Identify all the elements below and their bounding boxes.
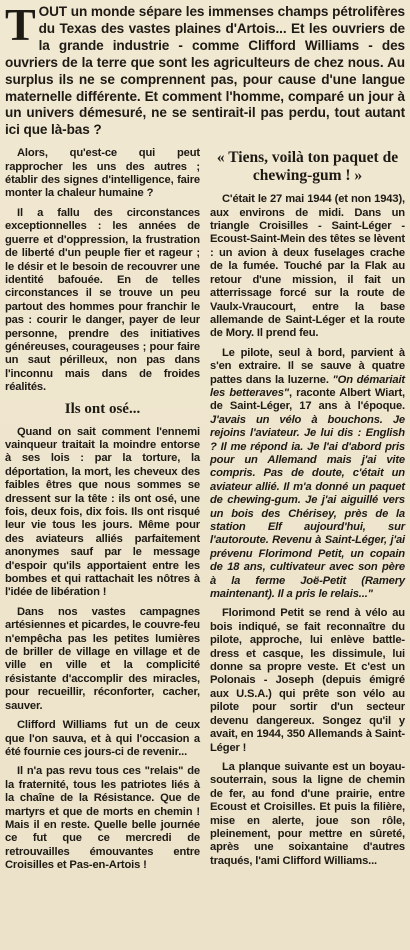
right-paragraph-3: Florimond Petit se rend à vélo au bois indiqué, se fait reconnaître du pilote, approche, lui enlève battle-dress et casque, les dissimule, lui donne sa propre veste. Et c'est un Polonais - Joseph (depuis émigré aux U.S.A.) qui prête son vélo au pilote pour sortir d'un secteur devenu dangereux. Songez qu'il y avait, en 1944, 350 Allemands à Saint-Léger ! xyxy=(210,607,405,754)
right-subheading: « Tiens, voilà ton paquet de chewing-gum ! » xyxy=(216,149,399,185)
right-column xyxy=(210,147,405,878)
left-paragraph-2: Il a fallu des circonstances exceptionnelles : les années de guerre et d'oppression, la frustration de liberté d'un peuple fier et rageur ; le désir et le besoin de recouvrer une identité bafouée. En de telles circonstances il se trouve un peu partout des hommes pour franchir le pas : courir le danger, payer de leur personne, prendre des initiatives généreuses, courageuses ; pour faire un saut périlleux, non pas dans l'inconnu mais dans de froides réalités. xyxy=(5,206,200,394)
drop-cap: T xyxy=(5,0,36,50)
left-column xyxy=(5,147,200,878)
right-paragraph-1: C'était le 27 mai 1944 (et non 1943), aux environs de midi. Dans un triangle Croisilles - Saint-Léger - Ecoust-Saint-Mein des têtes se lèvent : un avion à deux fuselages crache de la fumée. Touché par la Flak au retour d'une mission, il fait un atterrissage forcé sur la route de Vaulx-Vraucourt, entre la base allemande de Saint-Léger et la route de Mory. Il prend feu. xyxy=(210,193,405,340)
left-subheading: Ils ont osé... xyxy=(64,400,141,417)
testimony-quote: J'avais un vélo à bouchons. Je rejoins l'aviateur. Je lui dis : English ? Il me répond ia. Je l'ai d'abord pris pour un Allemand mais j'ai vite compris. Pas de doute, c'était un aviateur allié. Il m'a donné un paquet de chewing-gum. Je j'ai aiguillé vers un bois des Chérisey, près de la station Elf aujourd'hui, sur l'autoroute. Revenu à Saint-Léger, j'ai prévenu Florimond Petit, un copain de 18 ans, cultivateur avec son père à la ferme Joë-Petit (Ramery maintenant). Il a pris le relais..." xyxy=(210,413,405,601)
lead-text: OUT un monde sépare les immenses champs pétrolifères du Texas des vastes plaines d'Artois... Et les ouvriers de la grande industrie - comme Clifford Williams - des ouvriers de la terre que sont les agriculteurs de chez nous. Au surplus ils ne se comprennent pas, pour cause d'une langue maternelle différente. Et comment l'homme, comparé un jour à un univers démesuré, ne se sentirait-il pas perdu, tout autant ici que là-bas ? xyxy=(5,4,405,138)
left-paragraph-5: Clifford Williams fut un de ceux que l'on sauva, et à qui l'occasion a été fournie ces jours-ci de revenir... xyxy=(5,719,200,758)
right-paragraph-2 xyxy=(210,347,405,602)
right-paragraph-2-attribution: , raconte Albert Wiart, de Saint-Léger, 17 ans à l'époque. xyxy=(210,386,406,413)
article-columns xyxy=(5,147,405,878)
left-paragraph-6: Il n'a pas revu tous ces "relais" de la fraternité, tous les patriotes liés à la chaîne de la Résistance. Que de martyrs et que de morts en chemin ! Mais il en reste. Quelle belle journée ce fut que ce mercredi de retrouvailles émouvantes entre Croisilles et Pas-en-Artois ! xyxy=(5,765,200,872)
right-paragraph-2-intro: Le pilote, seul à bord, parvient à s'en extraire. Il se sauve à quatre pattes dans la luzerne. xyxy=(210,346,405,386)
left-paragraph-3: Quand on sait comment l'ennemi vainqueur traitait la moindre entorse à ses lois : par la torture, la déportation, la mort, les cheveux des faibles êtres que nous sommes se dressent sur la tête : ils ont osé, une fois, deux fois, dix fois. Ils ont risqué leur vie tous les jours. Même pour des aviateurs alliés parfaitement anonymes sauf par le message d'espoir qu'ils apportaient entre les bombes et qui rattachait les nôtres à l'idée de libération ! xyxy=(5,425,200,599)
quote-betteraves: "On démariait les betteraves" xyxy=(210,373,405,399)
left-paragraph-1: Alors, qu'est-ce qui peut rapprocher les uns des autres ; établir des signes d'intelligence, faire monter la chaleur humaine ? xyxy=(5,147,200,200)
left-paragraph-4: Dans nos vastes campagnes artésiennes et picardes, le couvre-feu n'empêcha pas les petites lumières de briller de village en village et de ville en ville et la complicité résistante d'accomplir des miracles, pour recueillir, réconforter, cacher, sauver. xyxy=(5,605,200,712)
right-paragraph-4: La planque suivante est un boyau-souterrain, sous la ligne de chemin de fer, au fond d'une prairie, entre Ecoust et Croisilles. Et puis la filière, mise en alerte, joue son rôle, pleinement, pour mettre en sûreté, après une soixantaine d'autres traqués, l'ami Clifford Williams... xyxy=(210,760,405,867)
lead-paragraph xyxy=(5,0,405,139)
